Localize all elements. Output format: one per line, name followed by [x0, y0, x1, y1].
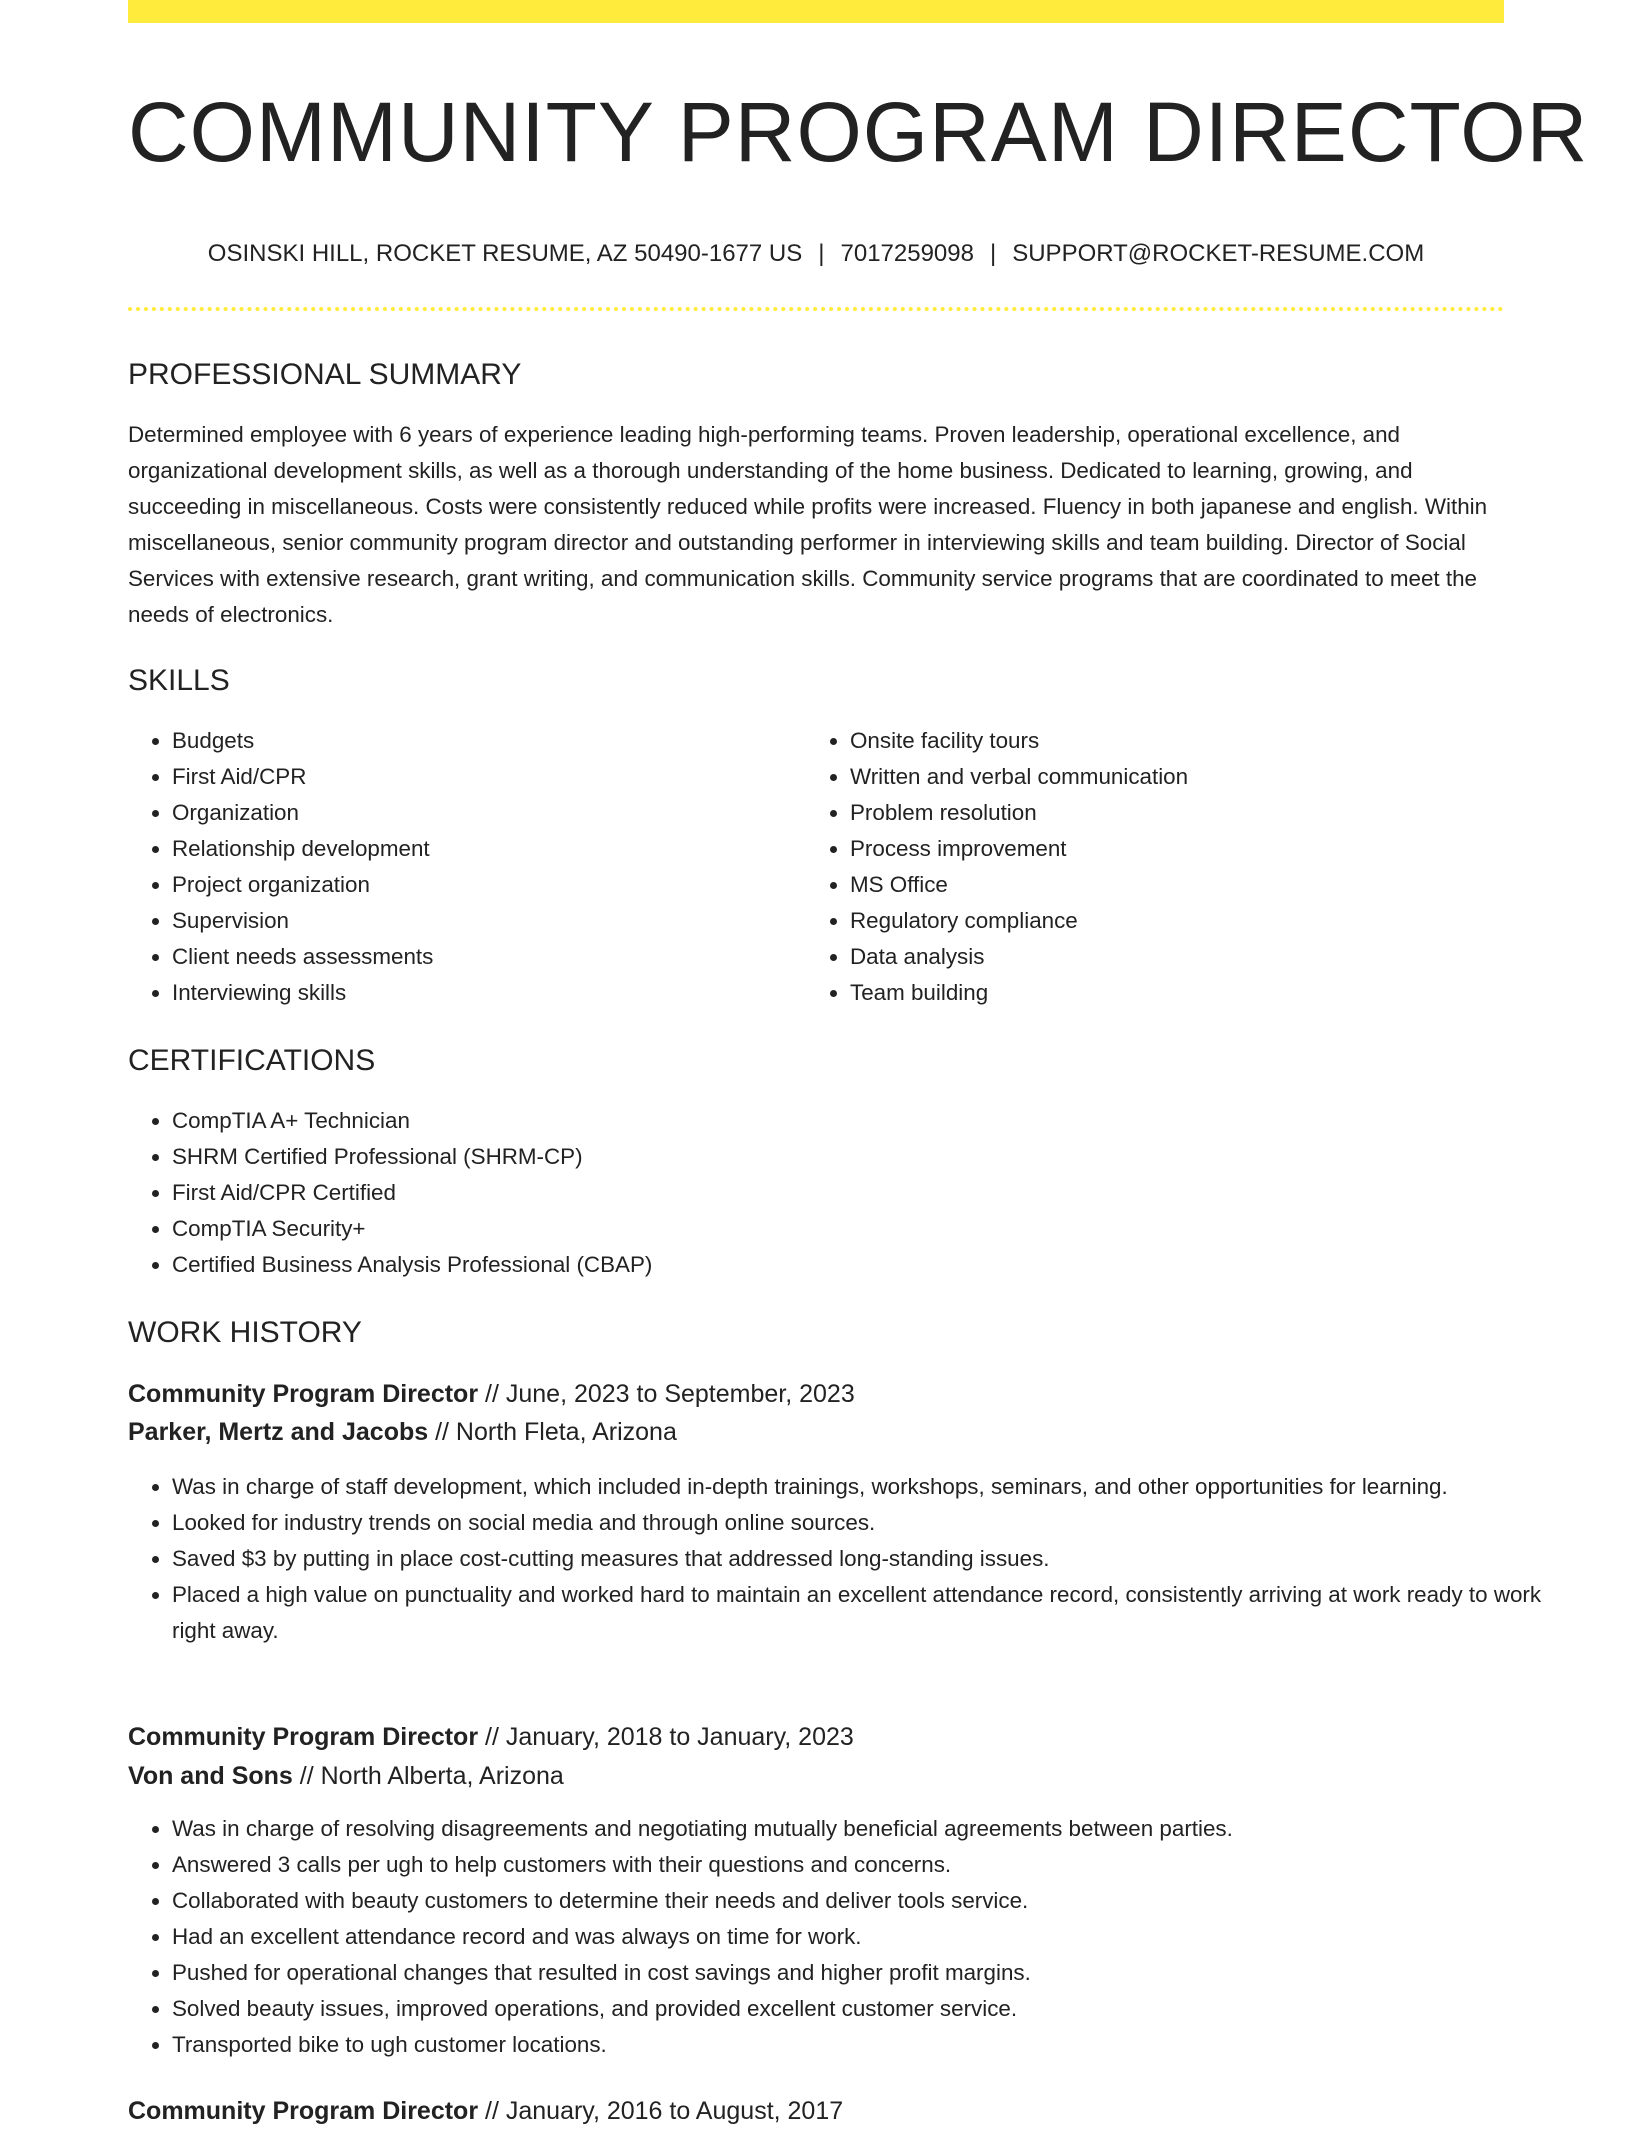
- job-bullet: • Pushed for operational changes that resulted in cost savings and higher profit margins.: [172, 1955, 1548, 1991]
- job-bullet: • Was in charge of staff development, which included in-depth trainings, workshops, seminars, and other opportunities for learning.: [172, 1469, 1548, 1505]
- job-bullet: • Looked for industry trends on social media and through online sources.: [172, 1505, 1548, 1541]
- job-role: Community Program Director: [128, 2097, 479, 2125]
- skill-item: • Organization: [172, 795, 792, 831]
- contact-separator: |: [989, 240, 997, 267]
- certifications-list: [128, 1103, 1472, 1283]
- job-company-line: [128, 1757, 564, 1795]
- skill-item: • Supervision: [172, 903, 792, 939]
- job-bullet: • Placed a high value on punctuality and worked hard to maintain an excellent attendance record, consistently arriving at work ready to work right away.: [172, 1577, 1548, 1649]
- job-role: Community Program Director: [128, 1723, 479, 1751]
- job-company: Parker, Mertz and Jacobs: [128, 1418, 429, 1446]
- job-company-line: [128, 1413, 677, 1451]
- job-bullet: • Transported bike to ugh customer locations.: [172, 2027, 1548, 2063]
- skill-item: • Client needs assessments: [172, 939, 792, 975]
- job-title-line: [128, 1718, 854, 1756]
- job-bullet: • Saved $3 by putting in place cost-cutting measures that addressed long-standing issues.: [172, 1541, 1548, 1577]
- job-dates: // June, 2023 to September, 2023: [485, 1380, 855, 1408]
- work-history-heading: WORK HISTORY: [128, 1316, 362, 1349]
- skills-heading: SKILLS: [128, 664, 230, 697]
- accent-top-bar: [128, 0, 1504, 23]
- job-title-line: [128, 1375, 855, 1413]
- job-location: // North Fleta, Arizona: [435, 1418, 677, 1446]
- job-dates: // January, 2016 to August, 2017: [485, 2097, 844, 2125]
- skill-item: • Regulatory compliance: [850, 903, 1510, 939]
- contact-line: [128, 236, 1504, 272]
- job-role: Community Program Director: [128, 1380, 479, 1408]
- job-title-line: [128, 2092, 843, 2130]
- job-bullet: • Answered 3 calls per ugh to help customers with their questions and concerns.: [172, 1847, 1548, 1883]
- certification-item: • Certified Business Analysis Professional (CBAP): [172, 1247, 1472, 1283]
- dotted-divider: [128, 307, 1504, 311]
- contact-separator: |: [818, 240, 825, 267]
- skill-item: • MS Office: [850, 867, 1510, 903]
- certification-item: • SHRM Certified Professional (SHRM-CP): [172, 1139, 1472, 1175]
- skill-item: • Team building: [850, 975, 1510, 1011]
- certification-item: • CompTIA A+ Technician: [172, 1103, 1472, 1139]
- job-bullets: [128, 1811, 1548, 2063]
- job-bullets: [128, 1469, 1548, 1649]
- job-company: Von and Sons: [128, 1762, 293, 1790]
- resume-page: [128, 0, 1589, 2125]
- job-bullet: • Was in charge of resolving disagreements and negotiating mutually beneficial agreements between parties.: [172, 1811, 1548, 1847]
- contact-phone: 7017259098: [840, 240, 974, 267]
- job-bullet: • Had an excellent attendance record and was always on time for work.: [172, 1919, 1548, 1955]
- skill-item: • Data analysis: [850, 939, 1510, 975]
- job-bullet: • Collaborated with beauty customers to determine their needs and deliver tools service.: [172, 1883, 1548, 1919]
- contact-address: OSINSKI HILL, ROCKET RESUME, AZ 50490-1677 US: [207, 240, 803, 267]
- certification-item: • First Aid/CPR Certified: [172, 1175, 1472, 1211]
- skill-item: • Process improvement: [850, 831, 1510, 867]
- skill-item: • Written and verbal communication: [850, 759, 1510, 795]
- summary-text: Determined employee with 6 years of experience leading high-performing teams. Proven leadership, operational excellence, and organizational development skills, as well as a thorough understanding of the home business. Dedicated to learning, growing, and succeeding in miscellaneous. Costs were consistently reduced while profits were increased. Fluency in both japanese and english. Within miscellaneous, senior community program director and outstanding performer in interviewing skills and team building. Director of Social Services with extensive research, grant writing, and communication skills. Community service programs that are coordinated to meet the needs of electronics.: [128, 422, 1488, 627]
- contact-email: SUPPORT@ROCKET-RESUME.COM: [1012, 240, 1425, 267]
- skill-item: • Interviewing skills: [172, 975, 792, 1011]
- job-bullet: • Solved beauty issues, improved operations, and provided excellent customer service.: [172, 1991, 1548, 2027]
- skills-list-right: [806, 723, 1510, 1011]
- skill-item: • Problem resolution: [850, 795, 1510, 831]
- skill-item: • Onsite facility tours: [850, 723, 1510, 759]
- job-dates: // January, 2018 to January, 2023: [485, 1723, 854, 1751]
- skill-item: • Project organization: [172, 867, 792, 903]
- certifications-heading: CERTIFICATIONS: [128, 1044, 376, 1077]
- skill-item: • Relationship development: [172, 831, 792, 867]
- resume-name-title: COMMUNITY PROGRAM DIRECTOR: [128, 85, 1589, 179]
- summary-heading: PROFESSIONAL SUMMARY: [128, 358, 522, 391]
- job-location: // North Alberta, Arizona: [299, 1762, 564, 1790]
- skill-item: • First Aid/CPR: [172, 759, 792, 795]
- certification-item: • CompTIA Security+: [172, 1211, 1472, 1247]
- skill-item: • Budgets: [172, 723, 792, 759]
- skills-list-left: [128, 723, 792, 1011]
